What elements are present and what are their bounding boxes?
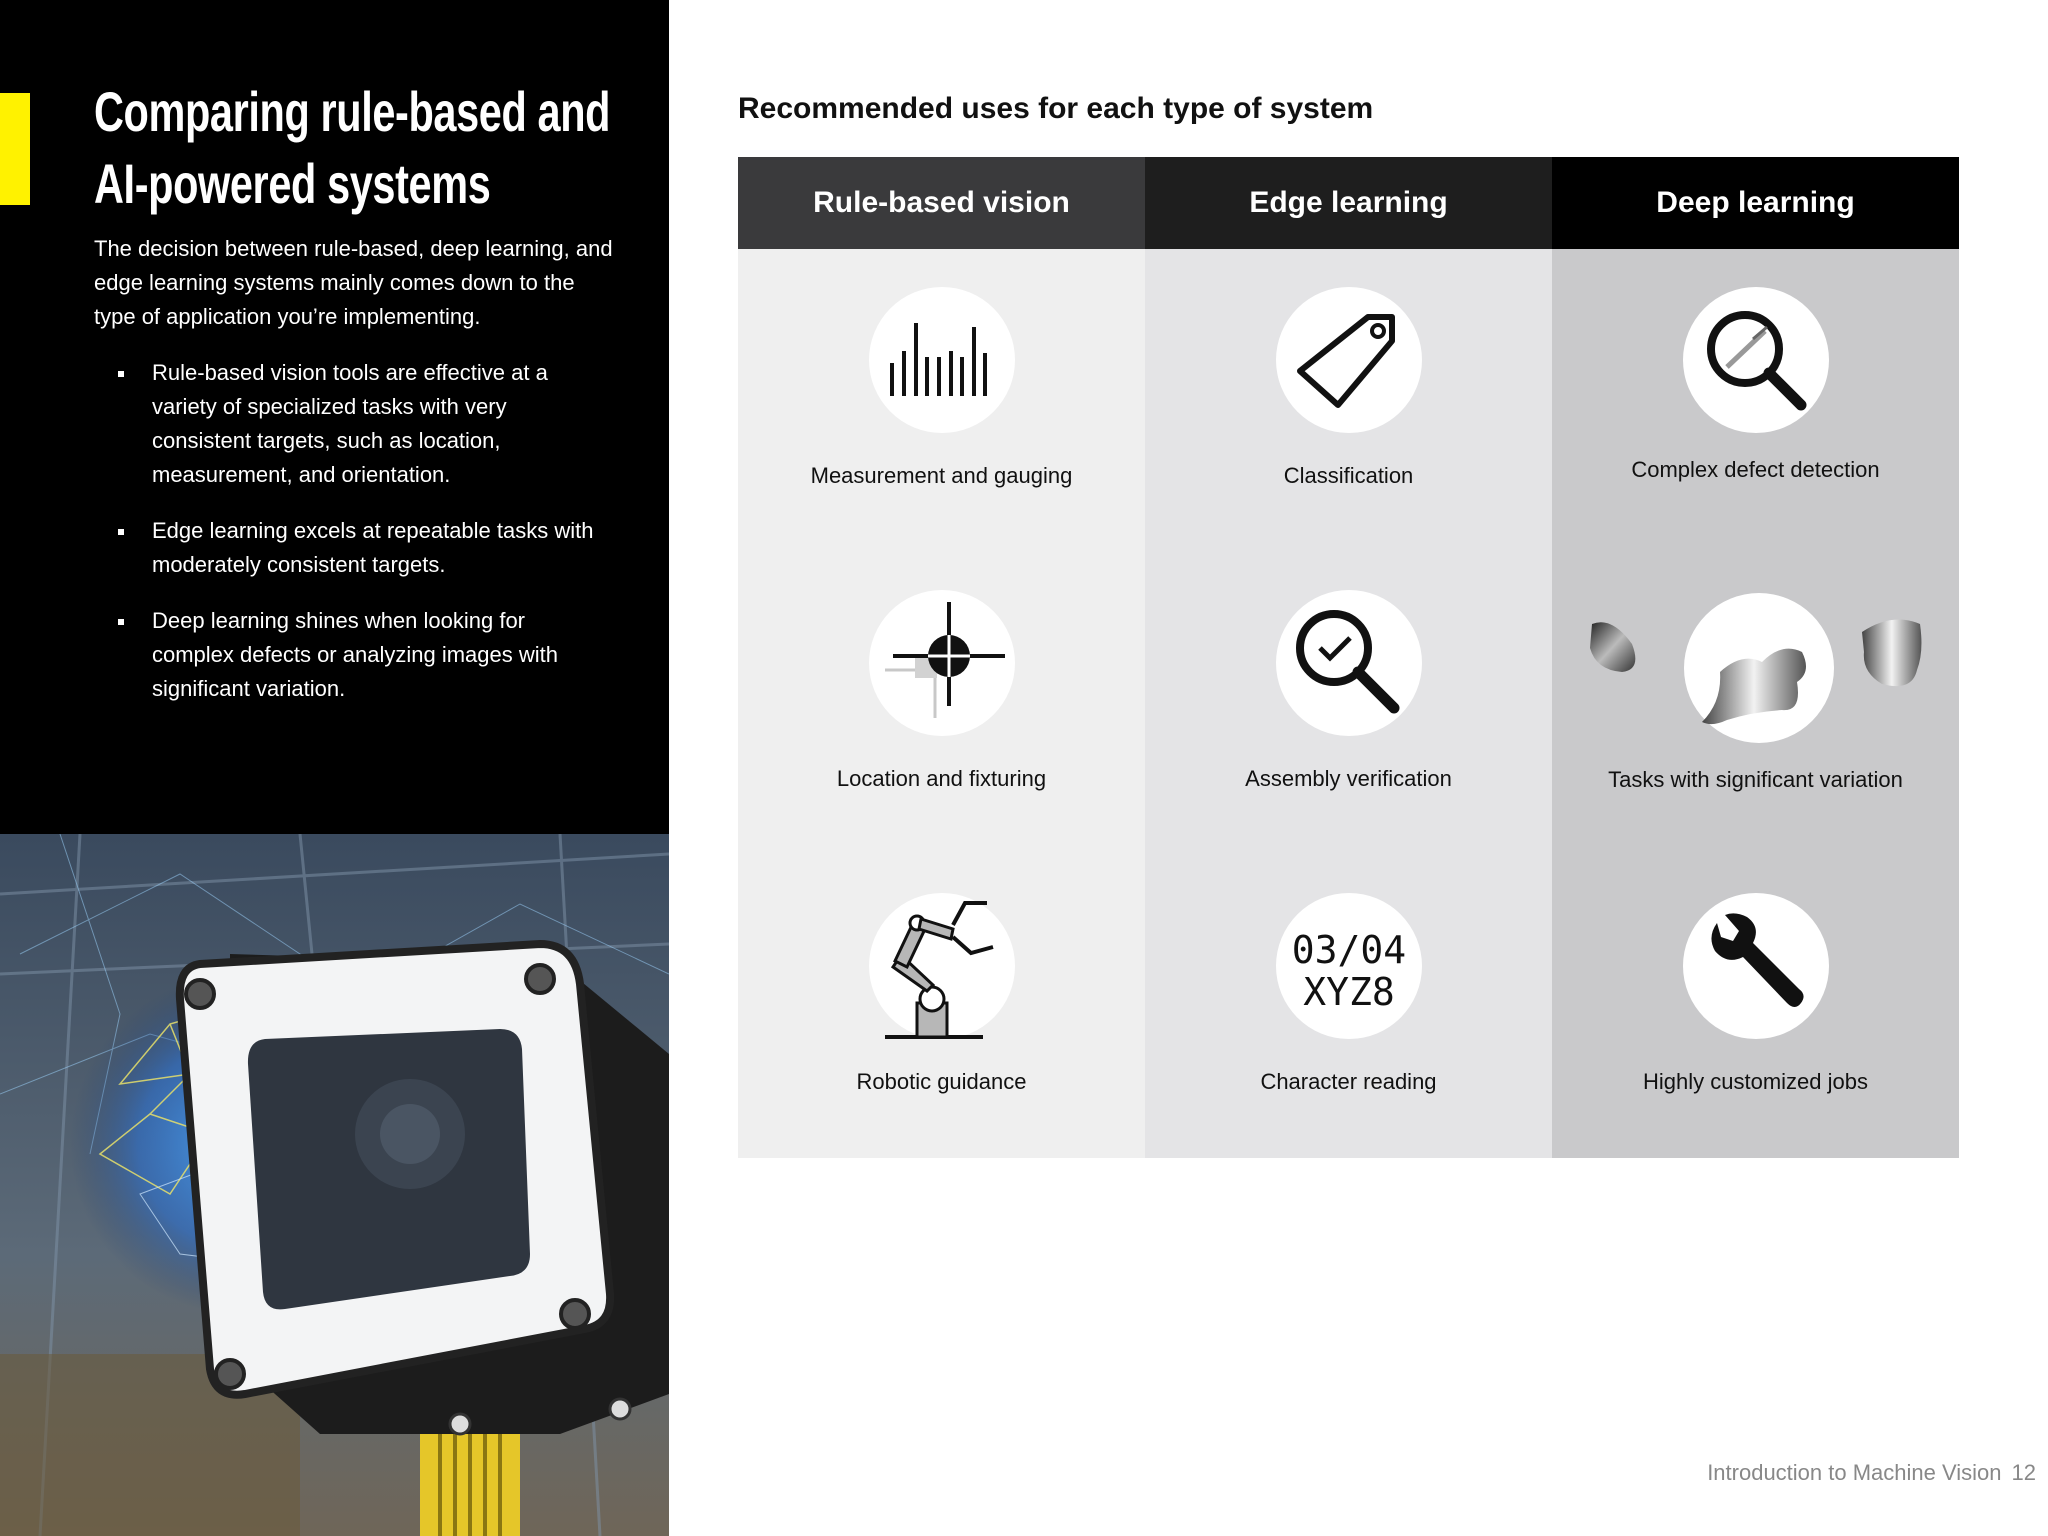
page-number: 12: [2011, 1460, 2036, 1485]
bullet-item: [94, 604, 594, 706]
icon-circle: [869, 590, 1015, 736]
cell-label: Character reading: [1260, 1069, 1437, 1094]
page-title: [94, 76, 611, 220]
ocr-line-2: XYZ8: [1303, 970, 1395, 1014]
column-header-rule-based: Rule-based vision: [738, 157, 1145, 249]
cell-label: Location and fixturing: [836, 766, 1047, 791]
cell-label: Measurement and gauging: [810, 463, 1073, 488]
cell-customized: [1552, 855, 1959, 1158]
table-heading: Recommended uses for each type of system: [738, 92, 1374, 125]
icon-circle: [1276, 893, 1422, 1039]
bar-gauge-icon: [869, 287, 1015, 433]
cell-robotic: [738, 855, 1145, 1158]
icon-circle: [1276, 590, 1422, 736]
ocr-line-1: 03/04: [1291, 928, 1407, 972]
title-line-1: Comparing rule-based and: [94, 80, 611, 143]
page-footer: [1697, 1460, 2036, 1486]
magnifier-check-icon: [1276, 590, 1422, 736]
cell-label: Tasks with significant variation: [1608, 767, 1903, 792]
icon-circle: [1683, 287, 1829, 433]
cell-label: Classification: [1283, 463, 1414, 488]
column-header-deep-learning: Deep learning: [1552, 157, 1959, 249]
icon-circle: [869, 893, 1015, 1039]
column-edge-learning: [1145, 157, 1552, 1158]
bullet-item: [94, 514, 594, 582]
icon-circle: [869, 287, 1015, 433]
crosshair-icon: [869, 590, 1015, 736]
cell-label: Complex defect detection: [1631, 457, 1880, 482]
cell-label: Highly customized jobs: [1643, 1069, 1868, 1094]
character-text-icon: [1276, 893, 1422, 1039]
wrench-icon: [1683, 893, 1829, 1039]
cell-label: Robotic guidance: [856, 1069, 1027, 1094]
recommendation-grid: [738, 157, 1959, 1158]
column-rule-based: [738, 157, 1145, 1158]
cell-complex-defect: [1552, 249, 1959, 552]
icon-circle: [1276, 287, 1422, 433]
camera-illustration: [0, 834, 669, 1536]
cell-classification: [1145, 249, 1552, 552]
icon-circle: [1683, 893, 1829, 1039]
bullet-icon: [118, 619, 124, 625]
bullet-item: [94, 356, 594, 492]
footer-doc-title: Introduction to Machine Vision: [1707, 1460, 2002, 1485]
column-header-edge-learning: Edge learning: [1145, 157, 1552, 249]
intro-text: The decision between rule-based, deep learning, and edge learning systems mainly comes down to the type of application you’re implementing.: [94, 236, 613, 329]
cell-measurement: [738, 249, 1145, 552]
cell-variation: [1552, 552, 1959, 855]
column-deep-learning: [1552, 157, 1959, 1158]
bullet-text: Rule-based vision tools are effective at a variety of specialized tasks with very consistent targets, such as location, measurement, and orientation.: [152, 360, 548, 487]
cell-label: Assembly verification: [1245, 766, 1452, 791]
cell-character-reading: [1145, 855, 1552, 1158]
bullet-icon: [118, 529, 124, 535]
robot-arm-icon: [869, 893, 1015, 1039]
cell-location: [738, 552, 1145, 855]
accent-bar: [0, 93, 30, 205]
cell-assembly: [1145, 552, 1552, 855]
bullet-list: [94, 356, 594, 728]
hero-camera-image: [0, 834, 669, 1536]
title-line-2: AI-powered systems: [94, 152, 491, 215]
magnifier-defect-icon: [1683, 287, 1829, 433]
tag-icon: [1276, 287, 1422, 433]
variation-shapes-icon: [1552, 552, 1959, 752]
bullet-text: Edge learning excels at repeatable tasks with moderately consistent targets.: [152, 518, 594, 577]
bullet-icon: [118, 371, 124, 377]
bullet-text: Deep learning shines when looking for complex defects or analyzing images with significant variation.: [152, 608, 558, 701]
